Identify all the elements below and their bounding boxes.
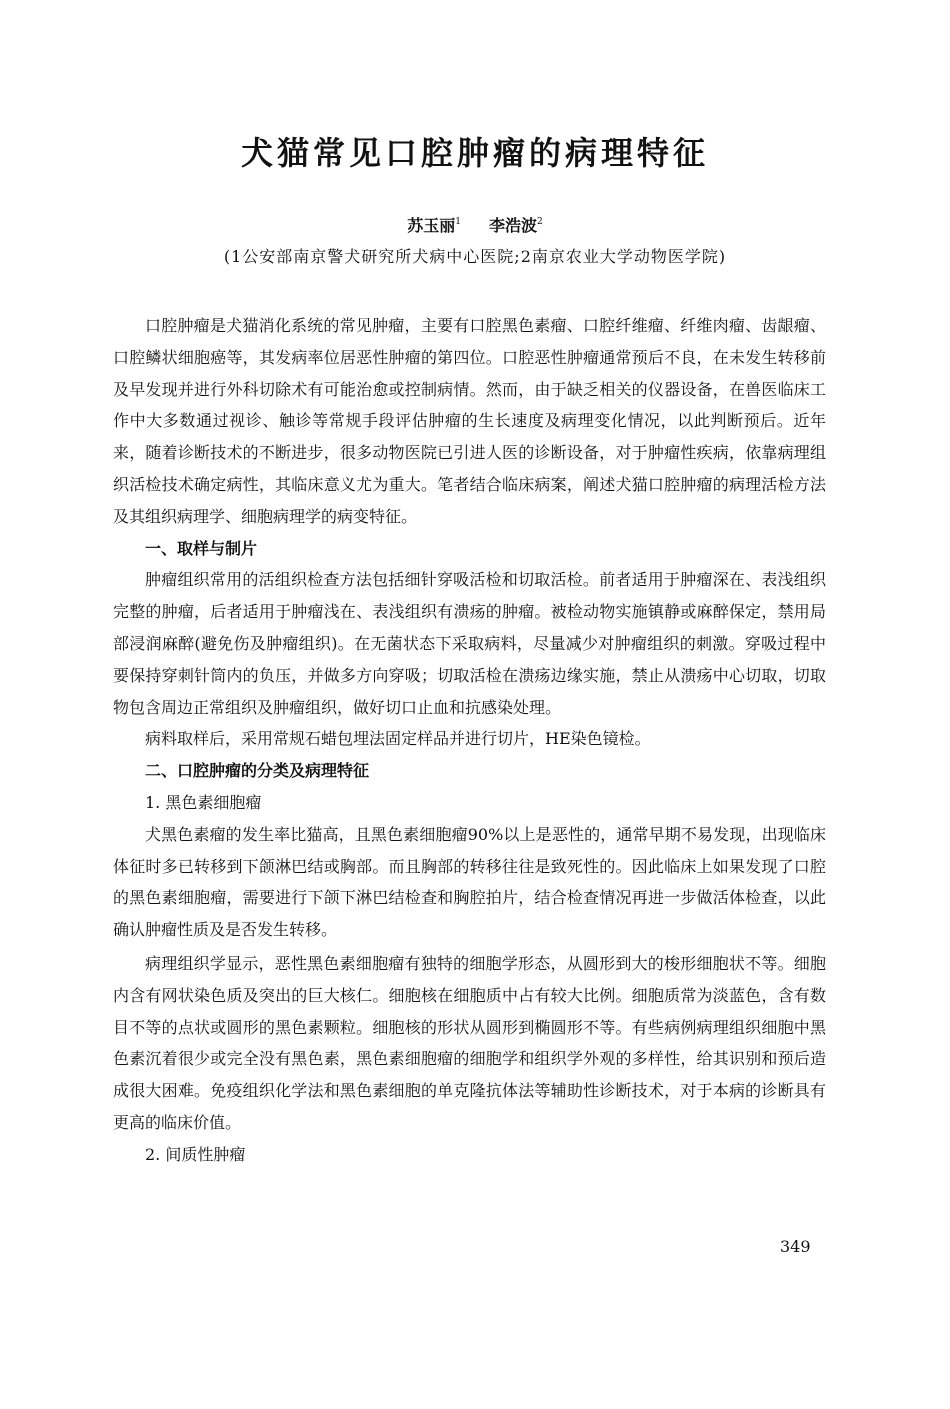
body-paragraph: 病理组织学显示，恶性黑色素细胞瘤有独特的细胞学形态，从圆形到大的梭形细胞状不等。细胞内含有网状染色质及突出的巨大核仁。细胞核在细胞质中占有较大比例。细胞质常为淡蓝色，含有数目不等的点状或圆形的黑色素颗粒。细胞核的形状从圆形到椭圆形不等。有些病例病理组织细胞中黑色素沉着很少或完全没有黑色素，黑色素细胞瘤的细胞学和组织学外观的多样性，给其识别和预后造成很大困难。免疫组织化学法和黑色素细胞的单克隆抗体法等辅助性诊断技术，对于本病的诊断具有更高的临床价值。	[113, 953, 826, 1132]
article-title: 犬猫常见口腔肿瘤的病理特征	[240, 134, 709, 172]
page-number: 349	[780, 1237, 811, 1256]
author-name: 李浩波	[489, 216, 538, 235]
subsection-heading: 2. 间质性肿瘤	[145, 1144, 246, 1164]
body-paragraph: 病料取样后，采用常规石蜡包埋法固定样品并进行切片，HE染色镜检。	[145, 729, 651, 749]
author-affiliation-mark: 1	[455, 217, 461, 227]
subsection-heading: 1. 黑色素细胞瘤	[145, 792, 262, 812]
body-paragraph: 肿瘤组织常用的活组织检查方法包括细针穿吸活检和切取活检。前者适用于肿瘤深在、表浅组织完整的肿瘤，后者适用于肿瘤浅在、表浅组织有溃疡的肿瘤。被检动物实施镇静或麻醉保定，禁用局部浸润麻醉(避免伤及肿瘤组织)。在无菌状态下采取病料，尽量减少对肿瘤组织的刺激。穿吸过程中要保持穿刺针筒内的负压，并做多方向穿吸；切取活检在溃疡边缘实施，禁止从溃疡中心切取，切取物包含周边正常组织及肿瘤组织，做好切口止血和抗感染处理。	[113, 570, 826, 717]
section-heading: 一、取样与制片	[145, 538, 258, 558]
affiliation-line: (1公安部南京警犬研究所犬病中心医院;2南京农业大学动物医学院)	[223, 247, 727, 266]
article-body	[113, 310, 826, 1171]
body-paragraph: 犬黑色素瘤的发生率比猫高，且黑色素细胞瘤90%以上是恶性的，通常早期不易发现，出现临床体征时多已转移到下颌淋巴结或胸部。而且胸部的转移往往是致死性的。因此临床上如果发现了口腔的黑色素细胞瘤，需要进行下颌下淋巴结检查和胸腔拍片，结合检查情况再进一步做活体检查，以此确认肿瘤性质及是否发生转移。	[113, 824, 826, 940]
section-heading: 二、口腔肿瘤的分类及病理特征	[145, 761, 370, 781]
author-line	[0, 213, 950, 236]
author-affiliation-mark: 2	[537, 217, 543, 227]
author-name: 苏玉丽	[407, 216, 456, 235]
intro-paragraph: 口腔肿瘤是犬猫消化系统的常见肿瘤，主要有口腔黑色素瘤、口腔纤维瘤、纤维肉瘤、齿龈瘤、口腔鳞状细胞癌等，其发病率位居恶性肿瘤的第四位。口腔恶性肿瘤通常预后不良，在未发生转移前及早发现并进行外科切除术有可能治愈或控制病情。然而，由于缺乏相关的仪器设备，在兽医临床工作中大多数通过视诊、触诊等常规手段评估肿瘤的生长速度及病理变化情况，以此判断预后。近年来，随着诊断技术的不断进步，很多动物医院已引进人医的诊断设备，对于肿瘤性疾病，依靠病理组织活检技术确定病性，其临床意义尤为重大。笔者结合临床病案，阐述犬猫口腔肿瘤的病理活检方法及其组织病理学、细胞病理学的病变特征。	[113, 316, 826, 526]
